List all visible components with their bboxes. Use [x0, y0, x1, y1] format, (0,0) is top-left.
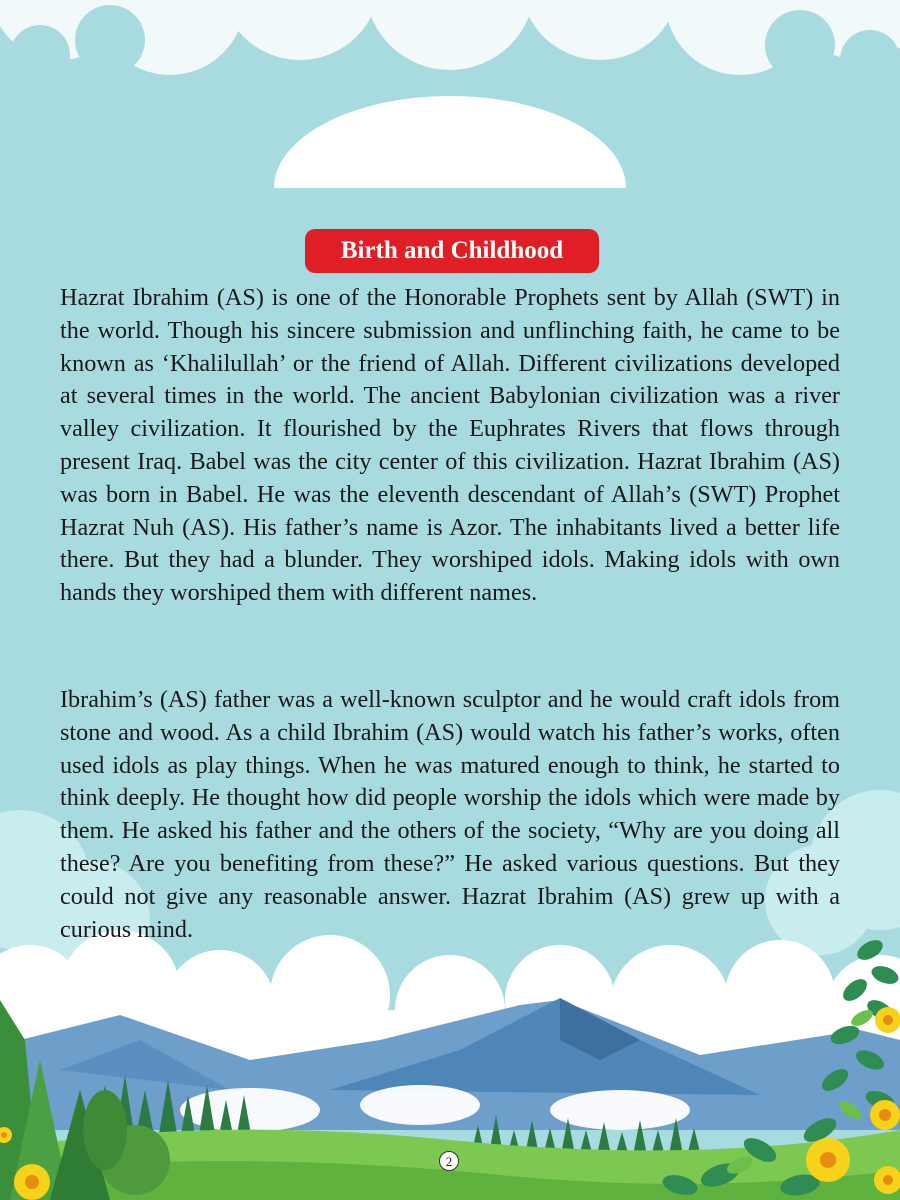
paragraph-1: Hazrat Ibrahim (AS) is one of the Honorable Prophets sent by Allah (SWT) in the world. Though his sincere submission and unflinching faith, he came to be known as ‘Khalilullah’ or the friend of Allah. Different civilizations developed at several times in the world. The ancient Babylonian civilization was a river valley civilization. It flourished by the Euphrates Rivers that flows through present Iraq. Babel was the city center of this civilization. Hazrat Ibrahim (AS) was born in Babel. He was the eleventh descendant of Allah’s (SWT) Prophet Hazrat Nuh (AS). His father’s name is Azor. The inhabitants lived a better life there. But they had a blunder. They worshiped idols. Making idols with own hands they worshiped them with different names. [60, 284, 840, 607]
paragraph-2: Ibrahim’s (AS) father was a well-known sculptor and he would craft idols from stone and wood. As a child Ibrahim (AS) would watch his father’s works, often used idols as play things. When he was matured enough to think, he started to think deeply. He thought how did people worship the idols which were made by them. He asked his father and the others of the society, “Why are you doing all these? Are you benefiting from these?” He asked various questions. But they could not give any reasonable answer. Hazrat Ibrahim (AS) grew up with a curious mind. [60, 686, 840, 943]
section-title: Birth and Childhood [305, 229, 599, 273]
page-number: 2 [439, 1151, 459, 1171]
